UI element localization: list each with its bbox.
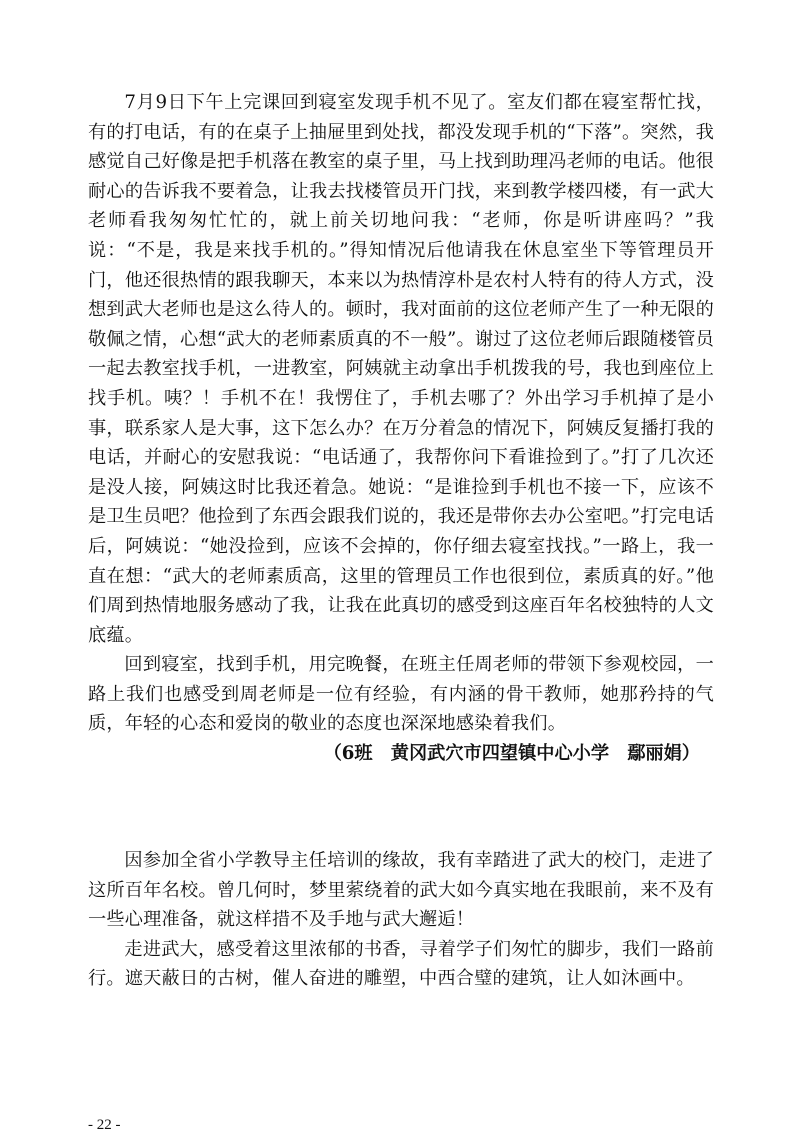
body-paragraph: 因参加全省小学教导主任培训的缘故，我有幸踏进了武大的校门，走进了这所百年名校。曾几何时，梦里萦绕着的武大如今真实地在我眼前，来不及有一些心理准备，就这样措不及手地与武大邂逅！ (88, 850, 714, 931)
author-signature: （6班 黄冈武穴市四望镇中心小学 鄢丽娟） (323, 743, 700, 765)
page-number: - 22 - (88, 1117, 121, 1133)
essay-section-lost-phone (88, 88, 714, 769)
body-paragraph: 7月9日下午上完课回到寝室发现手机不见了。室友们都在寝室帮忙找，有的打电话，有的在桌子上抽屉里到处找，都没发现手机的“下落”。突然，我感觉自己好像是把手机落在教室的桌子里，马上找到助理冯老师的电话。他很耐心的告诉我不要着急，让我去找楼管员开门找，来到教学楼四楼，有一武大老师看我匆匆忙忙的，就上前关切地问我：“老师，你是听讲座吗？”我说：“不是，我是来找手机的。”得知情况后他请我在休息室坐下等管理员开门，他还很热情的跟我聊天，本来以为热情淳朴是农村人特有的待人方式，没想到武大老师也是这么待人的。顿时，我对面前的这位老师产生了一种无限的敬佩之情，心想“武大的老师素质真的不一般”。谢过了这位老师后跟随楼管员一起去教室找手机，一进教室，阿姨就主动拿出手机拨我的号，我也到座位上找手机。咦？！手机不在！我愣住了，手机去哪了？外出学习手机掉了是小事，联系家人是大事，这下怎么办？在万分着急的情况下，阿姨反复播打我的电话，并耐心的安慰我说：“电话通了，我帮你问下看谁捡到了。”打了几次还是没人接，阿姨这时比我还着急。她说：“是谁捡到手机也不接一下，应该不是卫生员吧？他捡到了东西会跟我们说的，我还是带你去办公室吧。”打完电话后，阿姨说：“她没捡到，应该不会掉的，你仔细去寝室找找。”一路上，我一直在想：“武大的老师素质高，这里的管理员工作也很到位，素质真的好。”他们周到热情地服务感动了我，让我在此真切的感受到这座百年名校独特的人文底蕴。 (88, 92, 714, 646)
essay-section-whu-visit (88, 846, 714, 994)
body-paragraph: 回到寝室，找到手机，用完晚餐，在班主任周老师的带领下参观校园，一路上我们也感受到周老师是一位有经验，有内涵的骨干教师，她那矜持的气质，年轻的心态和爱岗的敬业的态度也深深地感染着我们。 (88, 654, 714, 735)
body-paragraph: 走进武大，感受着这里浓郁的书香，寻着学子们匆忙的脚步，我们一路前行。遮天蔽日的古树，催人奋进的雕塑，中西合璧的建筑，让人如沐画中。 (88, 938, 714, 990)
